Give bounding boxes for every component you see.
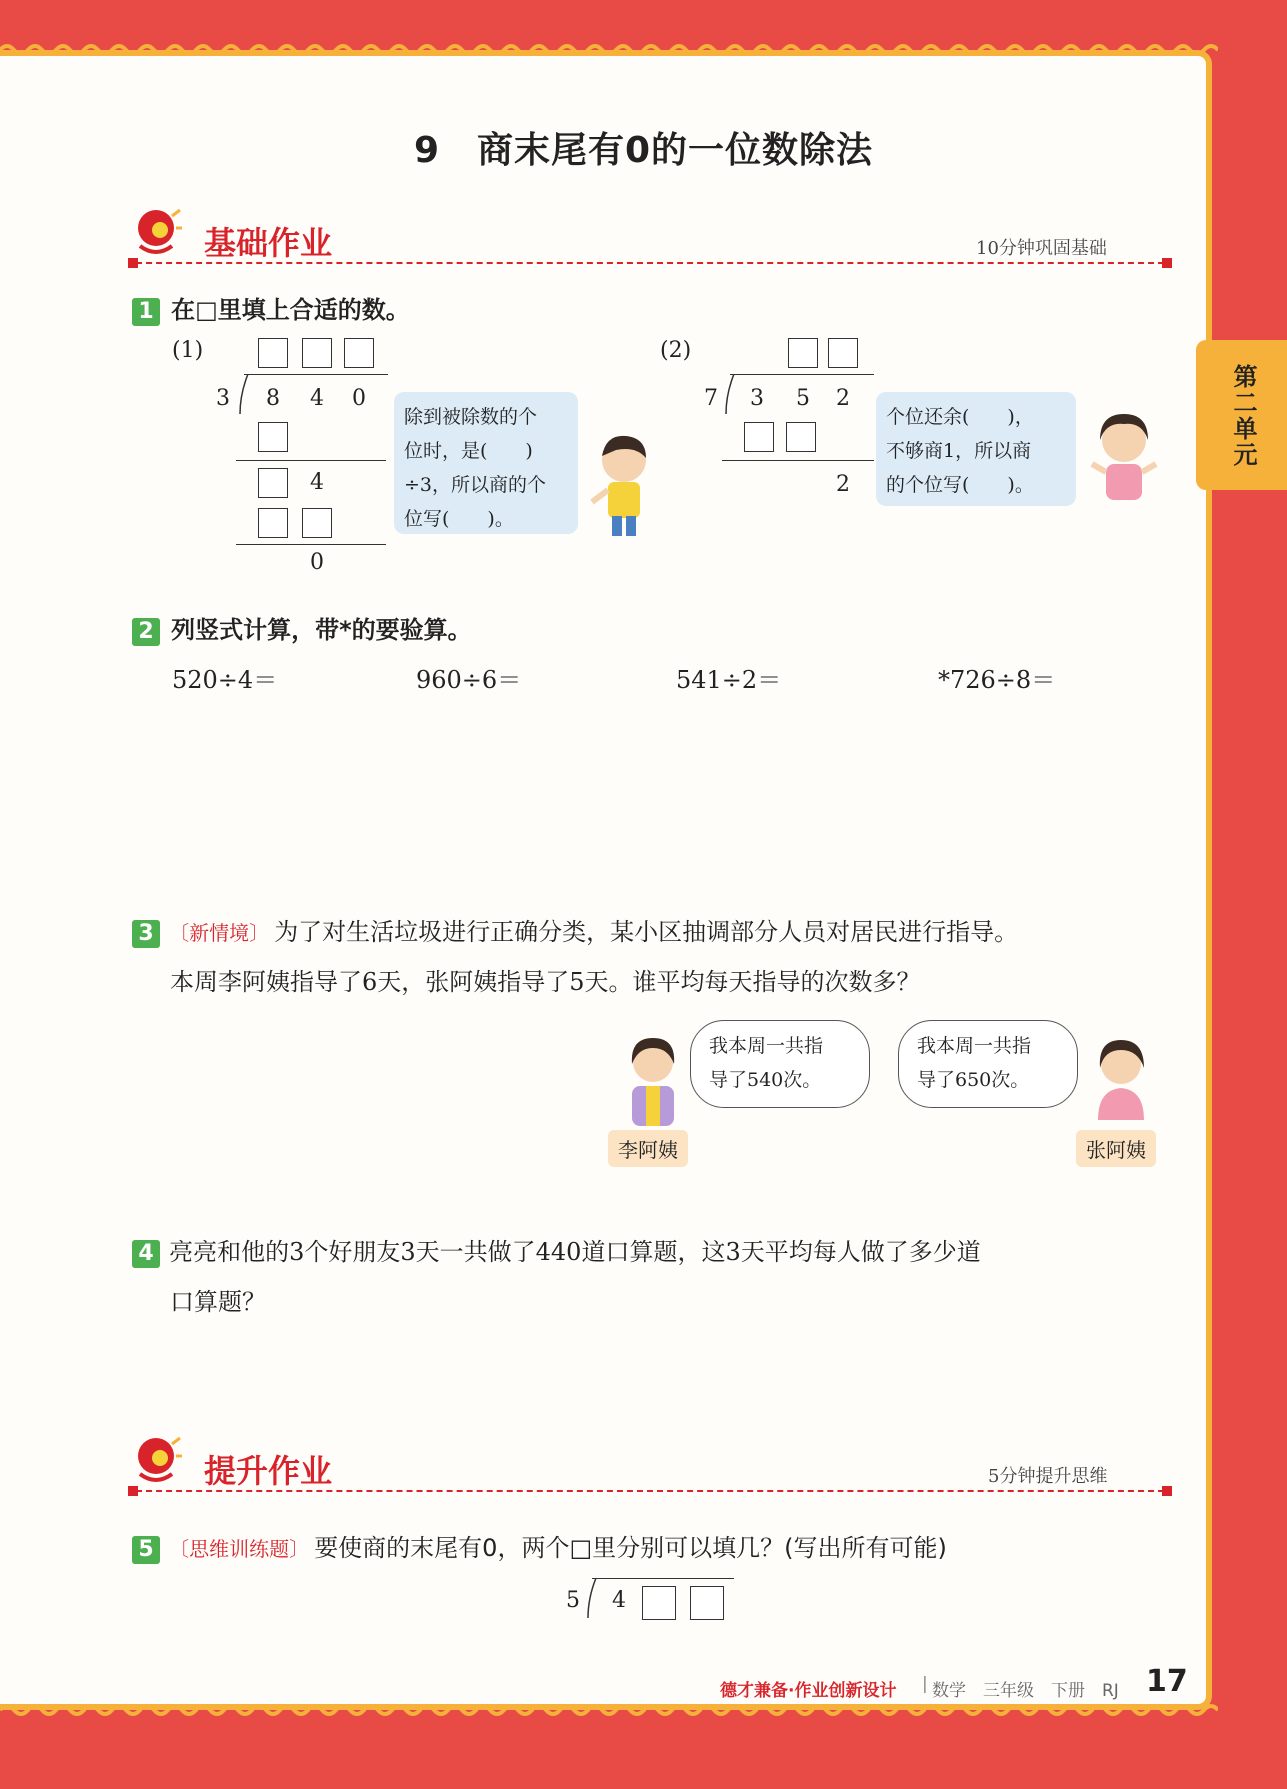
speech-line: 导了540次。 [709, 1069, 822, 1091]
lamp-icon [130, 206, 182, 258]
section-heading-advanced: 提升作业 [204, 1452, 333, 1490]
question-3 [132, 912, 1018, 948]
divisor: 5 [566, 1588, 580, 1613]
zhang-ayi-character-icon [1086, 1034, 1156, 1124]
question-text: 列竖式计算，带*的要验算。 [171, 616, 472, 644]
page-number: 17 [1146, 1664, 1188, 1699]
section-divider-advanced [136, 1490, 1164, 1492]
answer-box[interactable] [258, 422, 288, 452]
answer-box[interactable] [302, 508, 332, 538]
name-tag-zhang: 张阿姨 [1076, 1130, 1156, 1167]
question-number: 3 [132, 920, 160, 948]
wavy-border-bottom [0, 1702, 1218, 1718]
answer-box[interactable] [786, 422, 816, 452]
hint-line: 位写( )。 [404, 508, 514, 530]
hint-line: 个位还余( )， [886, 406, 1034, 428]
remainder: 0 [310, 550, 324, 575]
footer-info: 数学 三年级 下册 RJ [932, 1681, 1119, 1701]
division-bracket [236, 374, 252, 416]
question-number: 5 [132, 1536, 160, 1564]
answer-box[interactable] [788, 338, 818, 368]
section-divider-basic [136, 262, 1164, 264]
answer-box[interactable] [258, 338, 288, 368]
problem: 541÷2＝ [676, 666, 782, 694]
division-line [722, 460, 874, 461]
division-bracket [722, 374, 738, 416]
dividend-digit: 4 [310, 386, 324, 411]
division-bar [730, 374, 874, 375]
speech-line: 我本周一共指 [917, 1035, 1032, 1057]
answer-box[interactable] [744, 422, 774, 452]
question-1 [132, 290, 410, 326]
section-sub-basic: 10分钟巩固基础 [976, 238, 1107, 259]
known-digit: 4 [310, 470, 324, 495]
question-text: 为了对生活垃圾进行正确分类，某小区抽调部分人员对居民进行指导。 [274, 918, 1019, 946]
answer-box[interactable] [258, 468, 288, 498]
division-bracket [584, 1578, 600, 1620]
question-number: 1 [132, 298, 160, 326]
dividend-digit: 4 [612, 1588, 626, 1613]
dividend-digit: 0 [352, 386, 366, 411]
hint-line: 位时，是( ) [404, 440, 533, 462]
hint-bubble-1 [394, 392, 578, 534]
divisor: 7 [704, 386, 718, 411]
dividend-digit: 2 [836, 386, 850, 411]
dividend-digit: 8 [266, 386, 280, 411]
section-heading-basic: 基础作业 [204, 224, 333, 262]
division-line [236, 544, 386, 545]
hint-line: 除到被除数的个 [404, 406, 538, 428]
question-2 [132, 610, 472, 646]
lamp-icon [130, 1434, 182, 1486]
question-text: 亮亮和他的3个好朋友3天一共做了440道口算题，这3天平均每人做了多少道 [169, 1238, 981, 1266]
part-label: (2) [660, 338, 692, 363]
dividend-digit: 5 [796, 386, 810, 411]
answer-box[interactable] [642, 1586, 676, 1620]
part-label: (1) [172, 338, 204, 363]
lesson-title: 9 商末尾有0的一位数除法 [413, 130, 874, 171]
answer-box[interactable] [258, 508, 288, 538]
divisor: 3 [216, 386, 230, 411]
answer-box[interactable] [302, 338, 332, 368]
question-tag: 〔思维训练题〕 [169, 1537, 310, 1561]
answer-box[interactable] [828, 338, 858, 368]
question-number: 2 [132, 618, 160, 646]
unit-side-tab-label: 第二单元 [1229, 364, 1257, 468]
question-text-line2: 本周李阿姨指导了6天，张阿姨指导了5天。谁平均每天指导的次数多？ [170, 968, 921, 996]
li-ayi-character-icon [618, 1032, 688, 1128]
unit-side-tab [1196, 340, 1287, 490]
speech-bubble-li [690, 1020, 870, 1108]
speech-line: 导了650次。 [917, 1069, 1030, 1091]
girl-character-icon [1086, 410, 1162, 506]
remainder: 2 [836, 472, 850, 497]
answer-box[interactable] [344, 338, 374, 368]
question-tag: 〔新情境〕 [169, 921, 270, 945]
section-sub-advanced: 5分钟提升思维 [988, 1466, 1108, 1487]
division-line [236, 460, 386, 461]
wavy-border-top [0, 42, 1218, 58]
question-5 [132, 1528, 947, 1564]
problem: 520÷4＝ [172, 666, 278, 694]
footer-separator: | [922, 1674, 928, 1694]
question-number: 4 [132, 1240, 160, 1268]
question-4 [132, 1232, 981, 1268]
division-bar [244, 374, 388, 375]
hint-line: ÷3，所以商的个 [404, 474, 547, 496]
speech-bubble-zhang [898, 1020, 1078, 1108]
problem: 960÷6＝ [416, 666, 522, 694]
question-text: 要使商的末尾有0，两个□里分别可以填几？(写出所有可能) [314, 1534, 947, 1562]
problem: *726÷8＝ [938, 666, 1056, 694]
boy-character-icon [586, 432, 662, 538]
division-bar [592, 1578, 734, 1579]
answer-box[interactable] [690, 1586, 724, 1620]
hint-line: 不够商1，所以商 [886, 440, 1032, 462]
dividend-digit: 3 [750, 386, 764, 411]
question-text-line2: 口算题？ [170, 1288, 266, 1316]
speech-line: 我本周一共指 [709, 1035, 824, 1057]
hint-line: 的个位写( )。 [886, 474, 1034, 496]
hint-bubble-2 [876, 392, 1076, 506]
question-text: 在□里填上合适的数。 [171, 296, 410, 324]
name-tag-li: 李阿姨 [608, 1130, 688, 1167]
footer-brand: 德才兼备·作业创新设计 [720, 1681, 897, 1701]
